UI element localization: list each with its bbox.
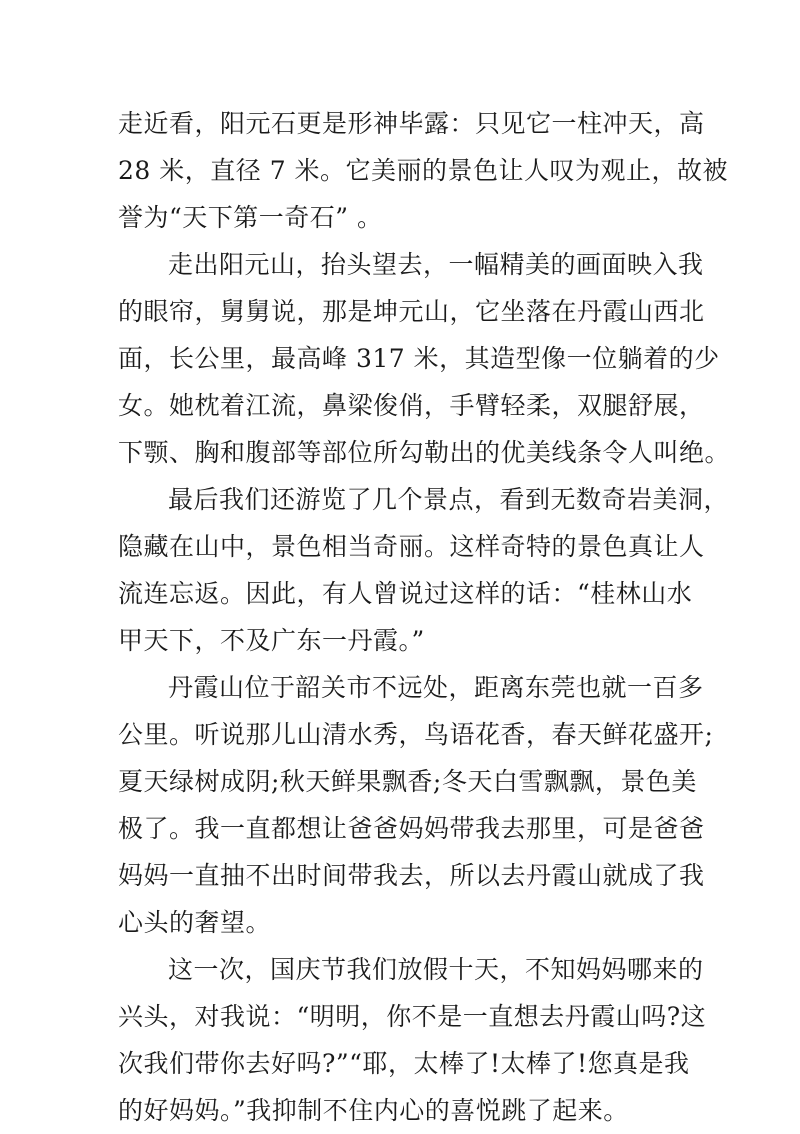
paragraph-line: 面，长公里，最高峰 317 米，其造型像一位躺着的少 — [118, 344, 720, 373]
paragraph-line: 极了。我一直都想让爸爸妈妈带我去那里，可是爸爸 — [118, 814, 705, 843]
paragraph-line: 的眼帘，舅舅说，那是坤元山，它坐落在丹霞山西北 — [118, 297, 705, 326]
paragraph-line: 次我们带你去好吗?”“耶，太棒了!太棒了!您真是我 — [118, 1049, 690, 1078]
paragraph-line: 走近看，阳元石更是形神毕露：只见它一柱冲天，高 — [118, 109, 705, 138]
paragraph-line: 女。她枕着江流，鼻梁俊俏，手臂轻柔，双腿舒展， — [118, 391, 705, 420]
paragraph-line: 28 米，直径 7 米。它美丽的景色让人叹为观止，故被 — [118, 156, 729, 185]
article-body — [118, 100, 731, 1134]
paragraph-line: 心头的奢望。 — [118, 908, 272, 937]
paragraph-line: 甲天下，不及广东一丹霞。” — [118, 626, 425, 655]
paragraph-line: 誉为“天下第一奇石” 。 — [118, 203, 383, 232]
paragraph-line: 丹霞山位于韶关市不远处，距离东莞也就一百多 — [168, 673, 704, 702]
paragraph-line: 妈妈一直抽不出时间带我去，所以去丹霞山就成了我 — [118, 861, 705, 890]
paragraph-line: 兴头，对我说：“明明，你不是一直想去丹霞山吗?这 — [118, 1002, 707, 1031]
paragraph-line: 流连忘返。因此，有人曾说过这样的话：“桂林山水 — [118, 579, 693, 608]
paragraph-line: 隐藏在山中，景色相当奇丽。这样奇特的景色真让人 — [118, 532, 705, 561]
paragraph-line: 这一次，国庆节我们放假十天，不知妈妈哪来的 — [168, 955, 704, 984]
paragraph-line: 下颚、胸和腹部等部位所勾勒出的优美线条令人叫绝。 — [118, 438, 731, 467]
paragraph-line: 夏天绿树成阴;秋天鲜果飘香;冬天白雪飘飘，景色美 — [118, 767, 697, 796]
paragraph-line: 走出阳元山，抬头望去，一幅精美的画面映入我 — [168, 250, 704, 279]
paragraph-line: 的好妈妈。”我抑制不住内心的喜悦跳了起来。 — [118, 1096, 629, 1125]
paragraph-line: 最后我们还游览了几个景点，看到无数奇岩美洞， — [168, 485, 730, 514]
paragraph-line: 公里。听说那儿山清水秀，鸟语花香，春天鲜花盛开; — [118, 720, 714, 749]
